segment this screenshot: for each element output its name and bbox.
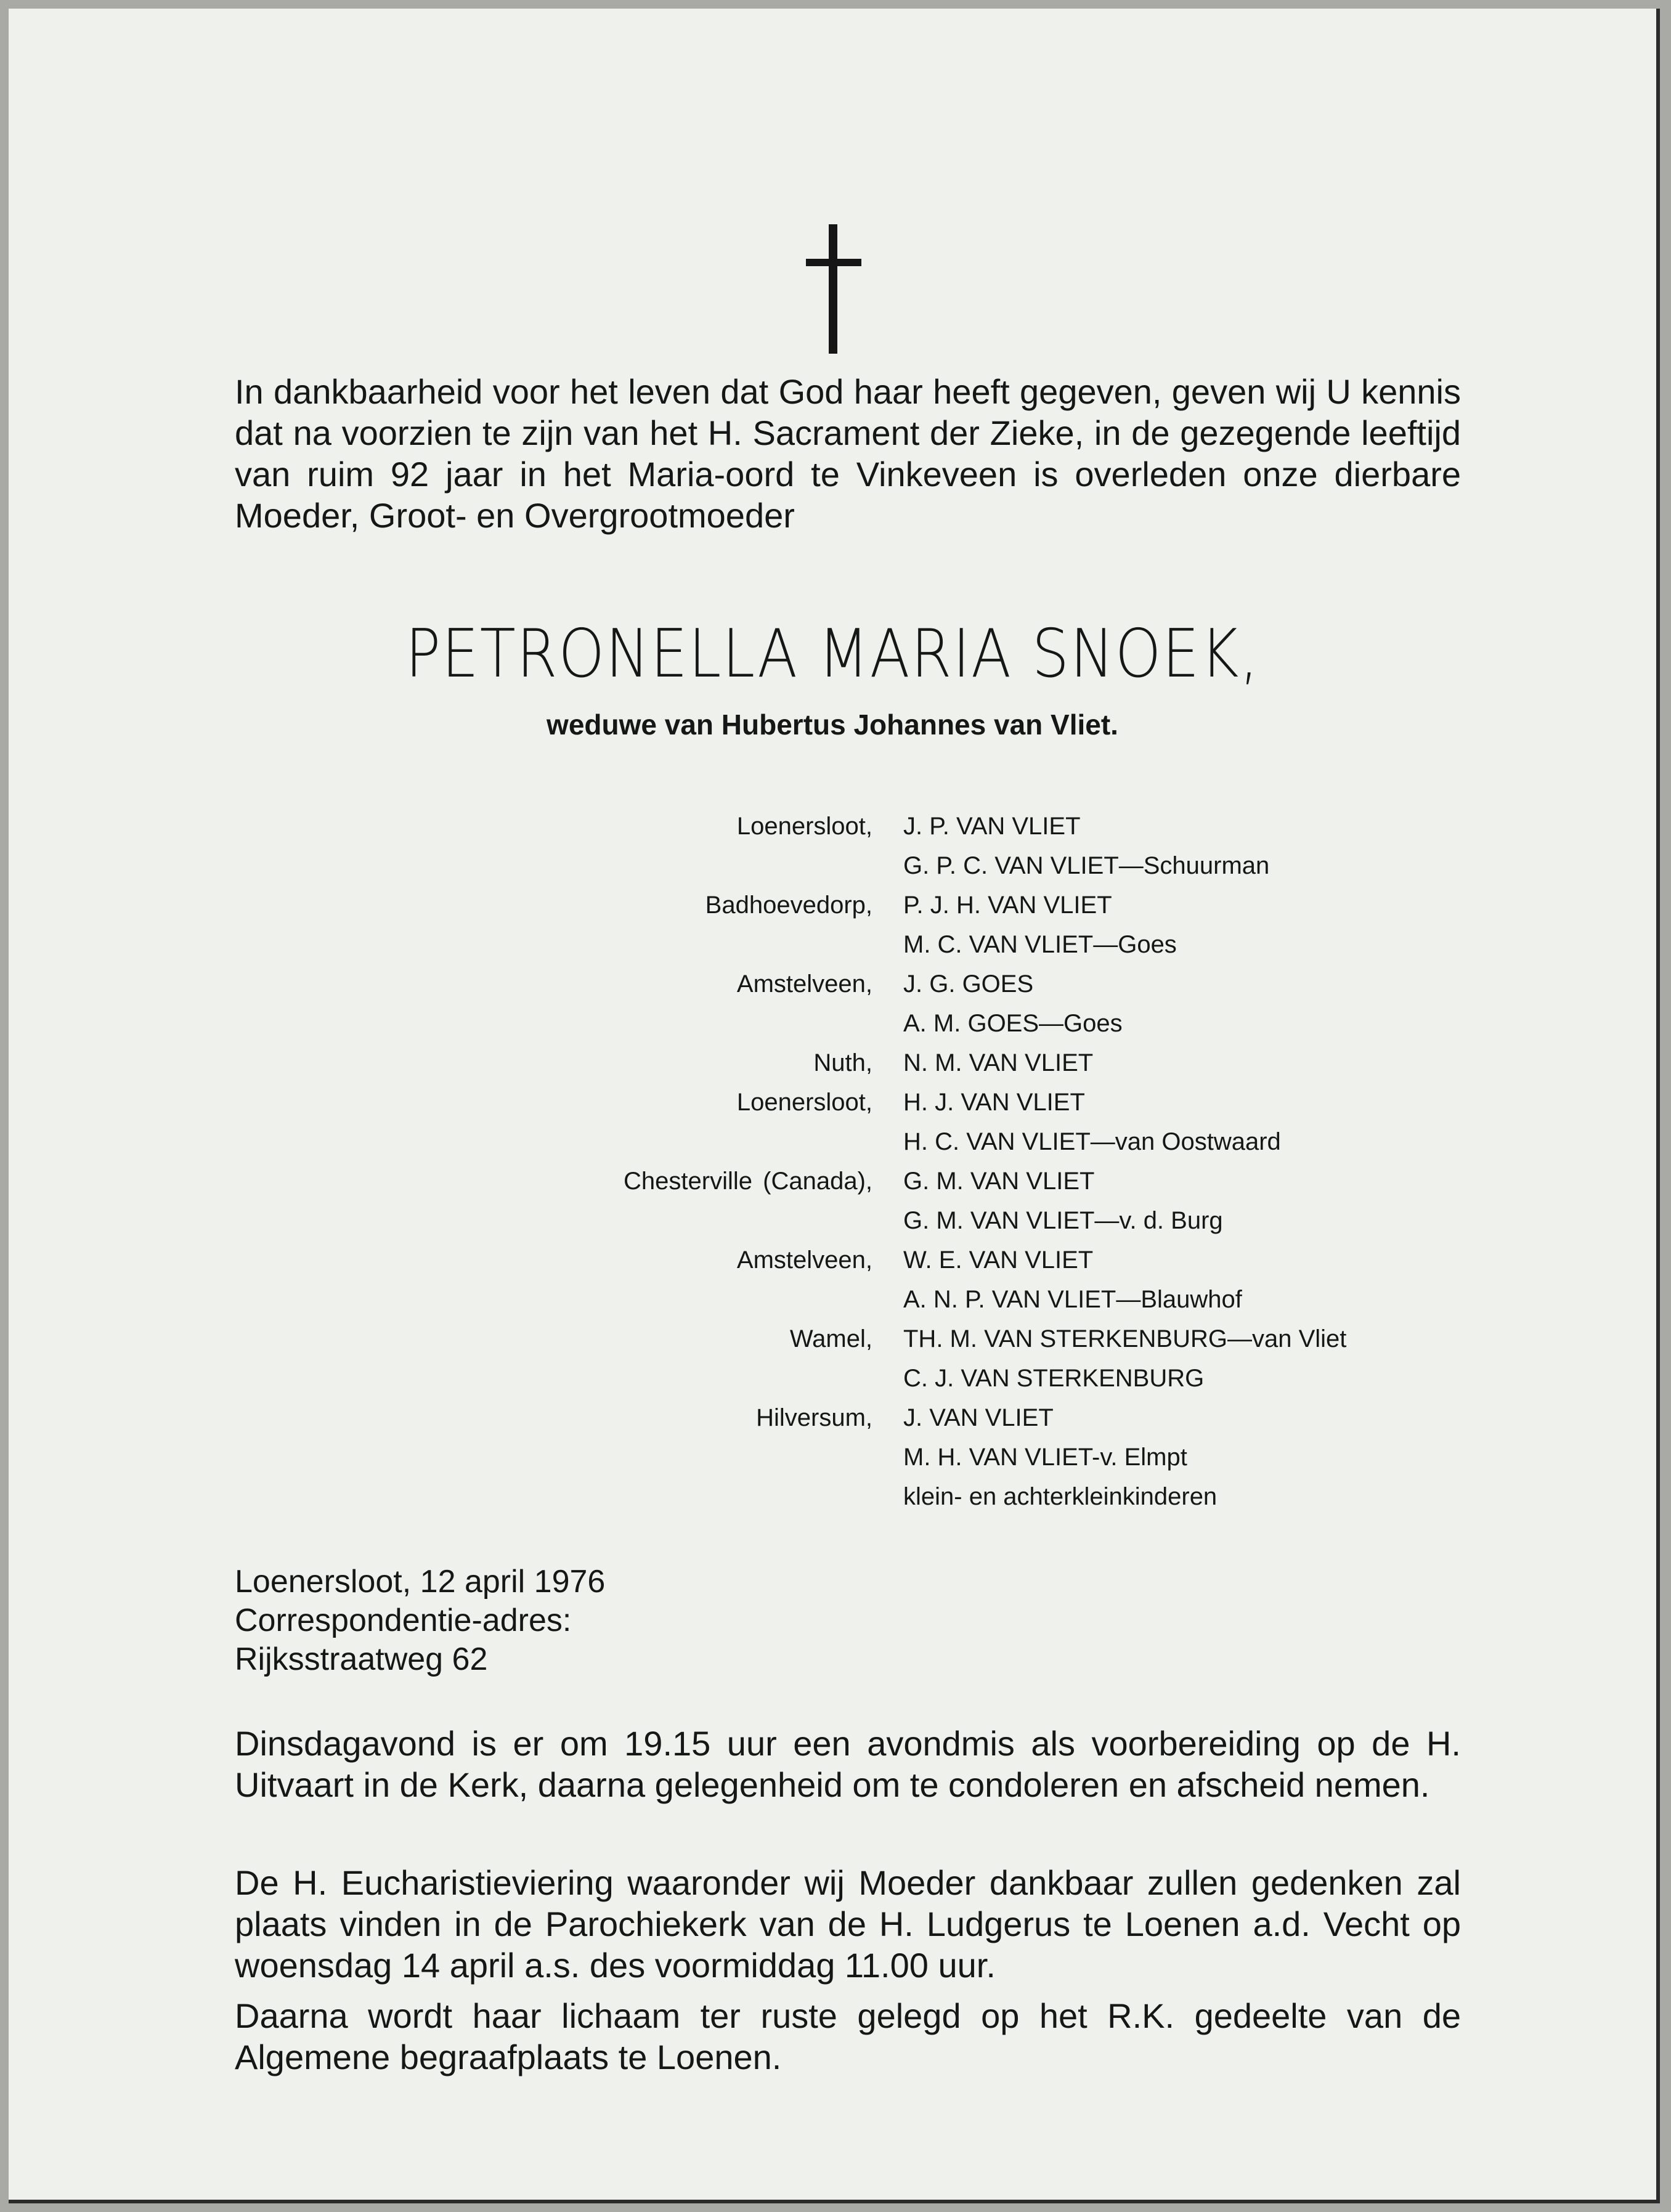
- family-member-name: P. J. H. VAN VLIET: [903, 892, 1112, 919]
- family-member-name: G. P. C. VAN VLIET—Schuurman: [903, 852, 1270, 879]
- family-place: [9, 1004, 903, 1043]
- family-row: [9, 964, 1656, 1004]
- family-row: [9, 1043, 1656, 1083]
- family-member-name: M. H. VAN VLIET-v. Elmpt: [903, 1444, 1187, 1471]
- family-place: Nuth,: [813, 1049, 872, 1076]
- eucharist-paragraph: De H. Eucharistieviering waaronder wij Moeder dankbaar zullen gedenken zal plaats vinden in de Parochiekerk van de H. Ludgerus te Loenen a.d. Vecht op woensdag 14 april a.s. des voormiddag 11.00 uur.: [235, 1863, 1461, 1985]
- family-member-name: H. J. VAN VLIET: [903, 1089, 1085, 1116]
- place-date-block: [235, 1563, 605, 1679]
- place-date: Loenersloot, 12 april 1976: [235, 1564, 606, 1600]
- family-member-name: N. M. VAN VLIET: [903, 1049, 1094, 1076]
- family-member-name: G. M. VAN VLIET: [903, 1168, 1095, 1195]
- family-member-name: klein- en achterkleinkinderen: [903, 1483, 1218, 1510]
- family-member-name: W. E. VAN VLIET: [903, 1246, 1094, 1274]
- family-place: [9, 1477, 903, 1516]
- family-member-name: A. M. GOES—Goes: [903, 1010, 1123, 1037]
- family-row: [9, 1004, 1656, 1043]
- family-member-name: H. C. VAN VLIET—van Oostwaard: [903, 1128, 1281, 1155]
- family-row: [9, 1359, 1656, 1398]
- family-row: [9, 1122, 1656, 1161]
- family-member-name: J. P. VAN VLIET: [903, 813, 1081, 840]
- family-place: [9, 1122, 903, 1161]
- family-row: [9, 846, 1656, 885]
- family-row: [9, 925, 1656, 964]
- family-place: Wamel,: [789, 1325, 872, 1352]
- family-member-name: C. J. VAN STERKENBURG: [903, 1365, 1205, 1392]
- deceased-name: PETRONELLA MARIA SNOEK,: [405, 616, 1260, 693]
- family-place: [9, 1359, 903, 1398]
- evening-mass-paragraph: Dinsdagavond is er om 19.15 uur een avondmis als voorbereiding op de H. Uitvaart in de Kerk, daarna gelegenheid om te condoleren en afscheid nemen.: [235, 1724, 1461, 1804]
- widow-of-line: weduwe van Hubertus Johannes van Vliet.: [547, 709, 1118, 741]
- family-list: [9, 807, 1656, 1516]
- family-row: [9, 1398, 1656, 1437]
- family-place: [9, 846, 903, 885]
- family-row: [9, 1083, 1656, 1122]
- family-row: [9, 1477, 1656, 1516]
- correspondence-label: Correspondentie-adres:: [235, 1603, 572, 1638]
- family-member-name: A. N. P. VAN VLIET—Blauwhof: [903, 1286, 1242, 1313]
- family-row: [9, 1240, 1656, 1280]
- family-place: [9, 1280, 903, 1319]
- family-place: Badhoevedorp,: [705, 892, 872, 919]
- family-row: [9, 807, 1656, 846]
- family-place: Amstelveen,: [736, 1246, 872, 1274]
- family-place: [9, 1437, 903, 1477]
- family-member-name: J. VAN VLIET: [903, 1404, 1054, 1431]
- family-place: Loenersloot,: [736, 813, 872, 840]
- family-place: [9, 1201, 903, 1240]
- family-place: Amstelveen,: [736, 970, 872, 998]
- family-row: [9, 1201, 1656, 1240]
- family-place: Chesterville (Canada),: [624, 1168, 872, 1195]
- family-place: Loenersloot,: [736, 1089, 872, 1116]
- death-notice-card: [9, 9, 1660, 2203]
- cross-icon: [806, 224, 861, 354]
- family-row: [9, 885, 1656, 925]
- burial-paragraph: Daarna wordt haar lichaam ter ruste gelegd op het R.K. gedeelte van de Algemene begraafplaats te Loenen.: [235, 1996, 1461, 2076]
- family-member-name: J. G. GOES: [903, 970, 1034, 998]
- family-place: Hilversum,: [756, 1404, 872, 1431]
- family-place: [9, 925, 903, 964]
- family-member-name: TH. M. VAN STERKENBURG—van Vliet: [903, 1325, 1347, 1352]
- family-row: [9, 1437, 1656, 1477]
- family-member-name: M. C. VAN VLIET—Goes: [903, 931, 1177, 958]
- family-row: [9, 1319, 1656, 1359]
- correspondence-address: Rijksstraatweg 62: [235, 1641, 488, 1677]
- family-row: [9, 1161, 1656, 1201]
- family-row: [9, 1280, 1656, 1319]
- family-member-name: G. M. VAN VLIET—v. d. Burg: [903, 1207, 1223, 1234]
- intro-text: In dankbaarheid voor het leven dat God haar heeft gegeven, geven wij U kennis dat na voorzien te zijn van het H. Sacrament der Zieke, in de gezegende leeftijd van ruim 92 jaar in het Maria-oord te Vinkeveen is overleden onze dierbare Moeder, Groot- en Overgrootmoeder: [235, 372, 1461, 535]
